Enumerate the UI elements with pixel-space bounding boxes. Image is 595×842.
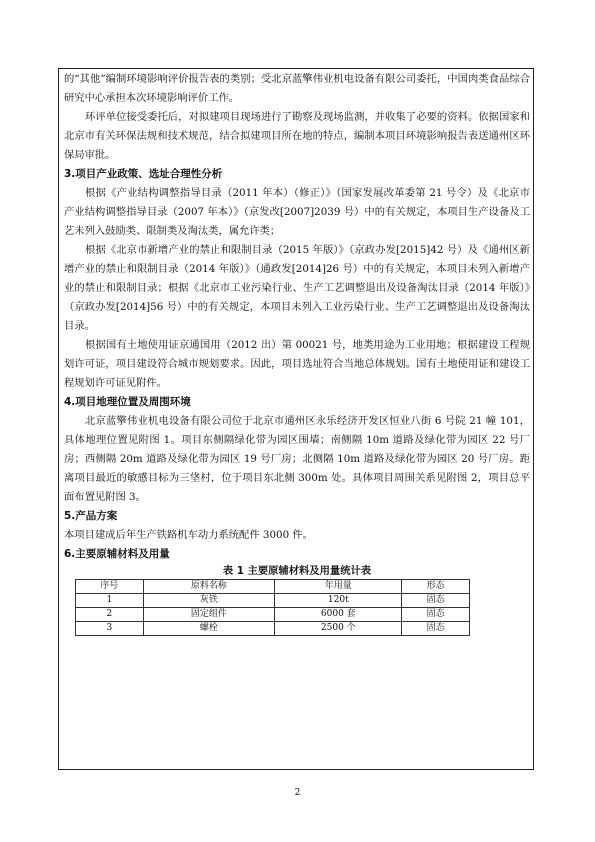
table-caption: 表 1 主要原辅材料及用量统计表	[222, 565, 372, 577]
header-index: 序号	[76, 580, 144, 594]
table-header-row	[76, 580, 470, 594]
section-heading-5: 5.产品方案	[64, 510, 118, 522]
materials-table	[75, 579, 470, 636]
table-row	[76, 608, 470, 622]
cell-state: 固态	[402, 594, 470, 608]
cell-index: 2	[76, 608, 144, 622]
cell-material: 螺栓	[143, 622, 275, 636]
header-annual-usage: 年用量	[275, 580, 402, 594]
header-state: 形态	[402, 580, 470, 594]
table-row	[76, 622, 470, 636]
paragraph-land-use: 根据国有土地使用证京通国用（2012 出）第 00021 号，地类用途为工业用地；根据建设工程规划许可证，项目建设符合城市规划要求。因此，项目选址符合当地总体规划。国有土地使用证和建设工程规划许可证见附件。	[64, 339, 530, 389]
section-heading-4: 4.项目地理位置及周围环境	[64, 396, 191, 408]
cell-index: 3	[76, 622, 144, 636]
cell-annual-usage: 2500 个	[275, 622, 402, 636]
cell-state: 固态	[402, 622, 470, 636]
cell-annual-usage: 120t	[275, 594, 402, 608]
cell-state: 固态	[402, 608, 470, 622]
paragraph-location: 北京蓝擎伟业机电设备有限公司位于北京市通州区永乐经济开发区恒业八街 6 号院 21 幢 101，具体地理位置见附图 1。项目东侧隔绿化带为园区围墙；南侧隔 10m 道路及绿化带为园区 22 号厂房；西侧隔 20m 道路及绿化带为园区 19 号厂房；北侧隔 10m 道路及绿化带为园区 20 号厂房。距离项目最近的敏感目标为三垡村，位于项目东北侧 300m 处。具体项目周围关系见附图 2，项目总平面布置见附图 3。	[64, 415, 530, 503]
paragraph-continuation: 的“其他”编制环境影响评价报告表的类别；受北京蓝擎伟业机电设备有限公司委托，中国肉类食品综合研究中心承担本次环境影响评价工作。	[64, 73, 530, 104]
header-material: 原料名称	[143, 580, 275, 594]
cell-index: 1	[76, 594, 144, 608]
section-heading-6: 6.主要原辅材料及用量	[64, 548, 170, 560]
cell-material: 固定组件	[143, 608, 275, 622]
paragraph-restriction-list: 根据《北京市新增产业的禁止和限制目录（2015 年版）》（京政办发[2015]42 号）及《通州区新增产业的禁止和限制目录（2014 年版）》（通政发[2014]26 号）中的有关规定，本项目未列入新增产业的禁止和限制目录；根据《北京市工业污染行业、生产工艺调整退出及设备淘汰目录（2014 年版）》（京政办发[2014]56 号）中的有关规定，本项目未列入工业污染行业、生产工艺调整退出及设备淘汰目录。	[64, 244, 530, 332]
page-number: 2	[294, 788, 301, 798]
cell-annual-usage: 6000 套	[275, 608, 402, 622]
paragraph-industry-policy: 根据《产业结构调整指导目录（2011 年本）（修正）》（国家发展改革委第 21 号令）及《北京市产业结构调整指导目录（2007 年本）》（京发改[2007]2039 号）中的有关规定，本项目生产设备及工艺未列入鼓励类、限制类及淘汰类，属允许类；	[64, 187, 530, 237]
paragraph-product: 本项目建成后年生产铁路机车动力系统配件 3000 件。	[64, 529, 313, 541]
cell-material: 灰铁	[143, 594, 275, 608]
table-row	[76, 594, 470, 608]
paragraph-commission: 环评单位接受委托后，对拟建项目现场进行了勘察及现场监测，并收集了必要的资料。依据国家和北京市有关环保法规和技术规范，结合拟建项目所在地的特点，编制本项目环境影响报告表送通州区环保局审批。	[64, 111, 530, 161]
document-body	[64, 70, 530, 636]
section-heading-3: 3.项目产业政策、选址合理性分析	[64, 168, 223, 180]
